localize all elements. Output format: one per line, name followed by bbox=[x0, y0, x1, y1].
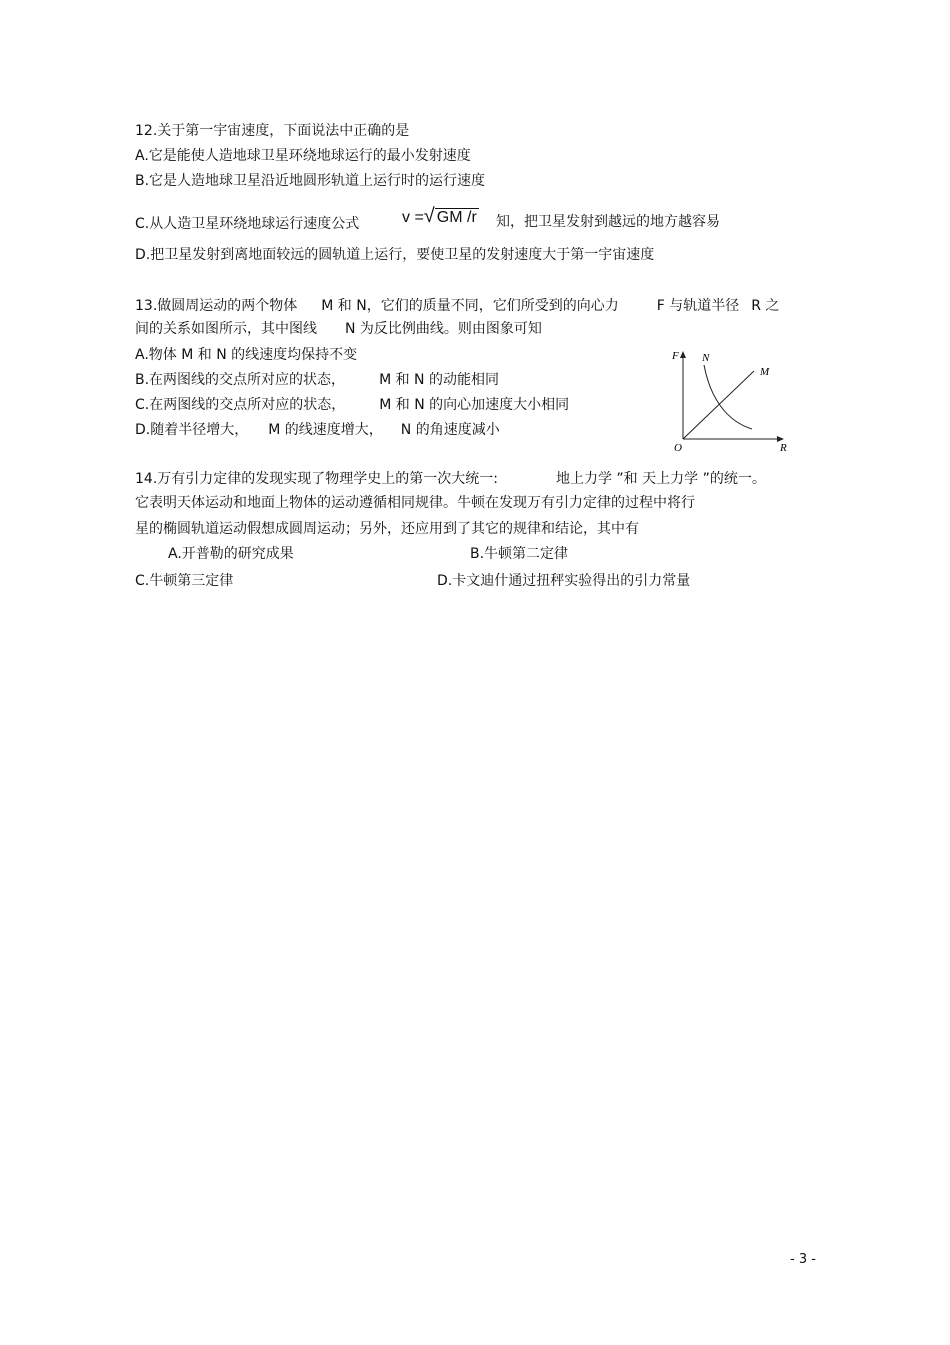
q12-stem: 12.关于第一宇宙速度，下面说法中正确的是 bbox=[135, 123, 410, 139]
q13-option-part: M 和 N 的动能相同 bbox=[379, 372, 499, 388]
q14-option-d: D.卡文迪什通过扭秤实验得出的引力常量 bbox=[437, 573, 691, 589]
q13-option-c bbox=[135, 396, 569, 414]
q13-option-a: A.物体 M 和 N 的线速度均保持不变 bbox=[135, 347, 358, 363]
q14-stem-part: 地上力学 ”和 天上力学 ”的统一。 bbox=[555, 471, 766, 487]
q13-option-b bbox=[135, 371, 499, 389]
formula-lhs: v = bbox=[402, 209, 424, 226]
q14-stem-line1 bbox=[135, 470, 766, 488]
q14-option-c: C.牛顿第三定律 bbox=[135, 573, 234, 589]
q13-stem-part: R 之 bbox=[751, 298, 780, 314]
q13-stem-line1 bbox=[135, 297, 779, 315]
x-axis-label: R bbox=[780, 442, 787, 453]
page-number: - 3 - bbox=[790, 1252, 816, 1267]
q12-option-b: B.它是人造地球卫星沿近地圆形轨道上运行时的运行速度 bbox=[135, 173, 486, 189]
curve-n-label: N bbox=[702, 352, 710, 364]
y-axis-label: F bbox=[672, 350, 679, 362]
q13-option-part: M 的线速度增大， bbox=[268, 422, 383, 438]
q12-option-a: A.它是能使人造地球卫星环绕地球运行的最小发射速度 bbox=[135, 148, 471, 164]
line-m-label: M bbox=[760, 366, 770, 378]
line-m bbox=[683, 371, 754, 439]
q13-option-part: N 的角速度减小 bbox=[400, 422, 500, 438]
origin-label: O bbox=[674, 442, 682, 453]
q14-stem-line3: 星的椭圆轨道运动假想成圆周运动；另外，还应用到了其它的规律和结论，其中有 bbox=[135, 521, 639, 537]
q12-option-d: D.把卫星发射到离地面较远的圆轨道上运行，要使卫星的发射速度大于第一宇宙速度 bbox=[135, 247, 655, 263]
q13-stem-part: F 与轨道半径 bbox=[656, 298, 740, 314]
q13-force-radius-graph bbox=[668, 345, 798, 453]
q12-option-c-suffix: 知，把卫星发射到越远的地方越容易 bbox=[496, 214, 720, 230]
q13-option-part: C.在两图线的交点所对应的状态， bbox=[135, 397, 346, 413]
q13-option-d bbox=[135, 421, 500, 439]
q13-option-part: D.随着半径增大， bbox=[135, 422, 249, 438]
q14-stem-part: 14.万有引力定律的发现实现了物理学史上的第一次大统一: bbox=[135, 471, 498, 487]
curve-n bbox=[704, 365, 752, 429]
q13-option-part: B.在两图线的交点所对应的状态， bbox=[135, 372, 346, 388]
q13-stem-part: 13.做圆周运动的两个物体 bbox=[135, 298, 298, 314]
q14-option-b: B.牛顿第二定律 bbox=[470, 546, 569, 562]
q13-option-part: M 和 N 的向心加速度大小相同 bbox=[379, 397, 570, 413]
q14-stem-line2: 它表明天体运动和地面上物体的运动遵循相同规律。牛顿在发现万有引力定律的过程中将行 bbox=[135, 495, 695, 511]
q14-option-a: A.开普勒的研究成果 bbox=[168, 546, 294, 562]
q13-stem-part: 间的关系如图所示，其中图线 bbox=[135, 321, 317, 337]
q12-velocity-formula bbox=[402, 205, 479, 228]
q12-option-c-prefix: C.从人造卫星环绕地球运行速度公式 bbox=[135, 216, 360, 232]
sqrt-icon: √ bbox=[423, 205, 435, 227]
q13-stem-line2 bbox=[135, 320, 542, 338]
q13-stem-part: N 为反比例曲线。则由图象可知 bbox=[345, 321, 542, 337]
y-axis-arrow-icon bbox=[680, 351, 686, 358]
q13-stem-part: M 和 N，它们的质量不同，它们所受到的向心力 bbox=[321, 298, 619, 314]
formula-radicand: GM /r bbox=[436, 209, 477, 226]
